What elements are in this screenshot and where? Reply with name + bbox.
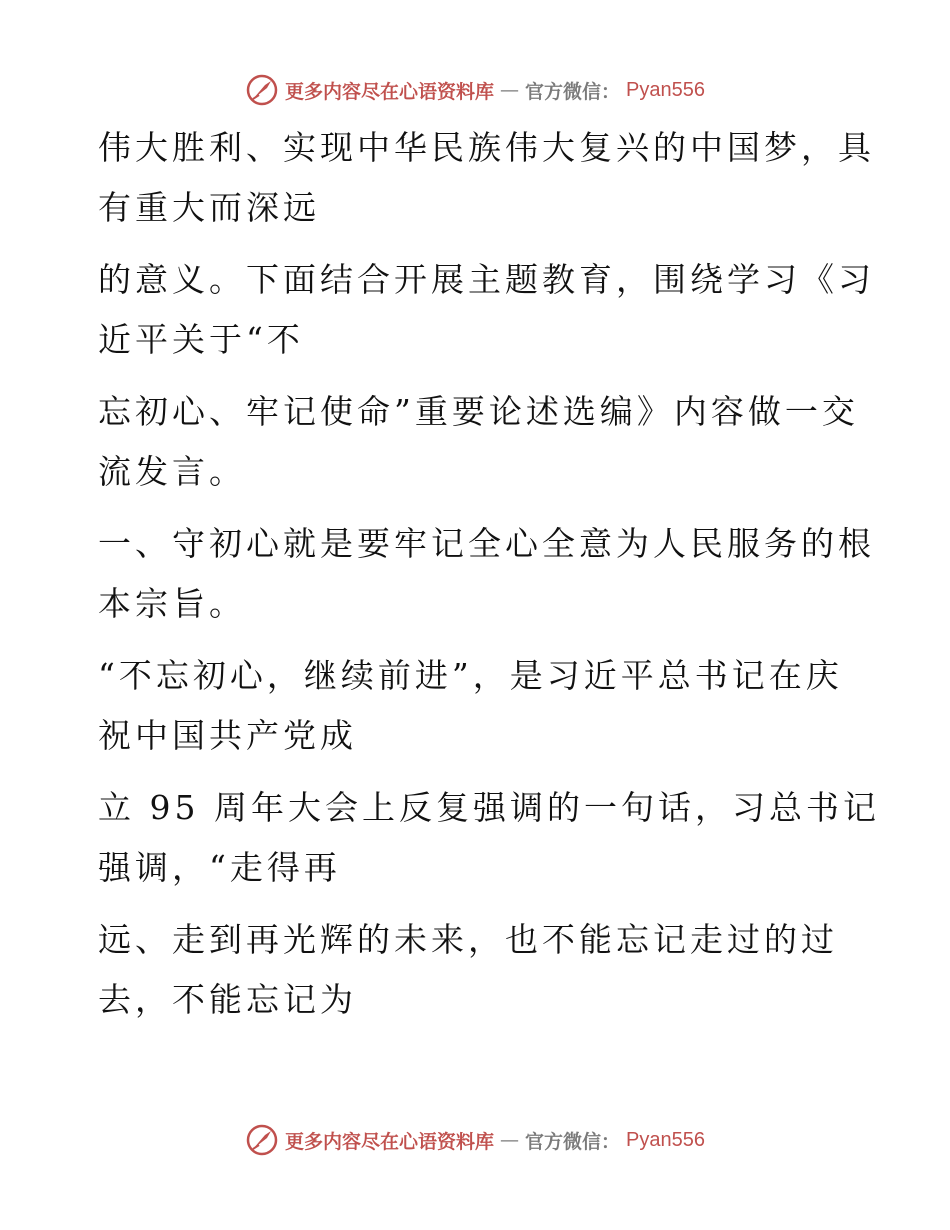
body-line: “不忘初心，继续前进”，是习近平总书记在庆 xyxy=(98,656,843,695)
header-banner xyxy=(0,70,950,110)
header-brand-text: 更多内容尽在心语资料库 xyxy=(285,80,495,103)
footer-wechat-label: 官方微信： xyxy=(525,1130,621,1153)
body-line: 一、守初心就是要牢记全心全意为人民服务的根 xyxy=(98,524,875,563)
footer-banner xyxy=(0,1120,950,1160)
footer-brand-text: 更多内容尽在心语资料库 xyxy=(285,1130,495,1153)
body-line: 忘初心、牢记使命”重要论述选编》内容做一交 xyxy=(98,392,859,431)
document-body xyxy=(98,118,880,1030)
body-line: 强调，“走得再 xyxy=(98,848,341,887)
header-separator: — xyxy=(500,79,520,101)
quill-pen-icon xyxy=(245,1123,279,1157)
body-line: 有重大而深远 xyxy=(98,188,320,227)
body-line: 近平关于“不 xyxy=(98,320,304,359)
body-line: 伟大胜利、实现中华民族伟大复兴的中国梦，具 xyxy=(98,128,875,167)
body-line: 去，不能忘记为 xyxy=(98,980,357,1019)
body-line: 立 95 周年大会上反复强调的一句话，习总书记 xyxy=(98,788,880,827)
body-line: 流发言。 xyxy=(98,452,246,491)
footer-separator: — xyxy=(500,1129,520,1151)
body-line: 本宗旨。 xyxy=(98,584,246,623)
footer-wechat-id: Pyan556 xyxy=(626,1128,705,1151)
body-line: 远、走到再光辉的未来，也不能忘记走过的过 xyxy=(98,920,838,959)
header-wechat-label: 官方微信： xyxy=(525,80,621,103)
header-wechat-id: Pyan556 xyxy=(626,78,705,101)
body-line: 祝中国共产党成 xyxy=(98,716,357,755)
quill-pen-icon xyxy=(245,73,279,107)
body-line: 的意义。下面结合开展主题教育，围绕学习《习 xyxy=(98,260,875,299)
